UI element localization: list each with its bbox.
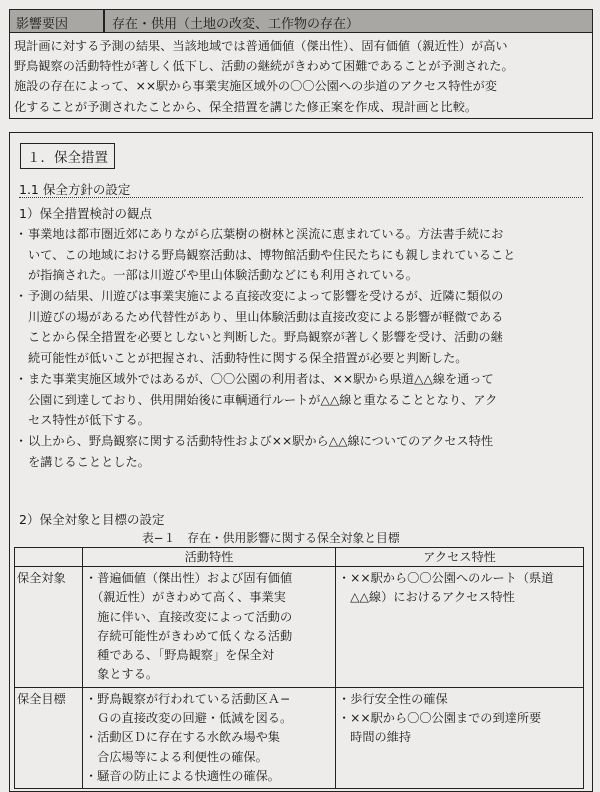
bullet-text: が指摘された。一部は川遊びや里山体験活動などにも利用されている。 xyxy=(28,268,418,283)
bullet-text: セス特性が低下する。 xyxy=(28,413,150,428)
description-line: 化することが予測されたことから、保全措置を講じた修正案を作成、現計画と比較。 xyxy=(14,99,478,114)
cell-line: △△線）におけるアクセス特性 xyxy=(338,590,515,605)
cell-line: 種である、「野鳥観察」を保全対 xyxy=(85,648,274,663)
description-line: 現計画に対する予測の結果、当該地域では普通価値（傑出性）、固有価値（親近性）が高い xyxy=(14,39,508,53)
dotted-divider xyxy=(19,197,583,198)
subsection-title: 2）保全対象と目標の設定 xyxy=(19,512,165,527)
impact-factor-value: 存在・供用（土地の改変、工作物の存在） xyxy=(112,17,360,32)
cell-line: ・歩行安全性の確保 xyxy=(338,691,448,706)
bullet-line xyxy=(15,327,586,348)
bullet-text: を講じることとした。 xyxy=(28,454,150,469)
table-caption: 表−１ 存在・供用影響に関する保全対象と目標 xyxy=(142,531,400,545)
table-header-cell: 活動特性 xyxy=(83,548,336,567)
bullet-text: 川遊びの場があるため代替性があり、里山体験活動は直接改変による影響が軽微である xyxy=(28,309,504,324)
bullet-text: 公園に到達しており、供用開始後に車輌通行ルートが△△線と重なることとなり、アク xyxy=(28,392,498,407)
bullet-line xyxy=(15,410,586,431)
cell-line: 合広場等による利便性の確保。 xyxy=(85,749,268,764)
bullet-text: また事業実施区域外ではあるが、〇〇公園の利用者は、××駅から県道△△線を通って xyxy=(28,371,494,386)
subsection-title: 1.1 保全方針の設定 xyxy=(19,182,131,197)
bullet-line xyxy=(15,369,586,390)
table-header-cell xyxy=(15,548,83,567)
bullet-line xyxy=(15,431,586,452)
bullet-line xyxy=(15,390,586,411)
bullet-line xyxy=(15,224,586,245)
subsection-title: 1）保全措置検討の観点 xyxy=(19,206,152,221)
bullet-line xyxy=(15,307,586,328)
cell-line: Ｇの直接改変の回避・低減を図る。 xyxy=(85,711,293,726)
cell-line: 象とする。 xyxy=(85,667,159,682)
bullet-line xyxy=(15,265,586,286)
conservation-target-table xyxy=(14,547,584,789)
bullet-line xyxy=(15,348,586,369)
bullet-text: 予測の結果、川遊びは事業実施による直接改変によって影響を受けるが、近隣に類似の xyxy=(28,289,504,304)
cell-line: 施に伴い、直接改変によって活動の xyxy=(85,609,293,624)
bullet-text: いて、この地域における野鳥観察活動は、博物館活動や住民たちにも親しまれていること xyxy=(28,247,516,262)
impact-factor-label: 影響要因 xyxy=(16,17,69,32)
section-title: １．保全措置 xyxy=(20,143,115,169)
table-header-cell: アクセス特性 xyxy=(336,548,584,567)
cell-line: ・××駅から〇〇公園へのルート（県道 xyxy=(338,571,554,585)
bullet-mark: ・ xyxy=(15,227,28,241)
description-line: 施設の存在によって、××駅から事業実施区域外の〇〇公園への歩道のアクセス特性が変 xyxy=(14,79,497,94)
cell-line: ・騒音の防止による快適性の確保。 xyxy=(85,768,280,783)
bullet-line xyxy=(15,286,586,307)
header-column-divider xyxy=(103,10,105,32)
cell-line: ・××駅から〇〇公園までの到達所要 xyxy=(338,711,542,726)
activity-cell xyxy=(83,567,335,687)
bullet-line xyxy=(15,245,586,266)
cell-line: ・野鳥観察が行われている活動区Ａ− xyxy=(85,691,291,706)
impact-factor-header-row xyxy=(10,10,592,33)
viewpoint-bullet-list xyxy=(15,224,586,472)
table-header-row xyxy=(15,548,584,567)
row-label: 保全対象 xyxy=(17,571,66,585)
bullet-text: 続可能性が低いことが把握され、活動特性に関する保全措置が必要と判断した。 xyxy=(28,351,468,366)
table-row xyxy=(15,567,584,688)
impact-factor-table xyxy=(9,9,593,119)
bullet-line xyxy=(15,452,586,473)
access-cell xyxy=(336,567,583,610)
bullet-text: 事業地は都市圏近郊にありながら広葉樹の樹林と渓流に恵まれている。方法書手続にお xyxy=(28,227,504,241)
cell-line: 時間の維持 xyxy=(338,730,412,745)
bullet-mark: ・ xyxy=(15,433,28,448)
bullet-mark: ・ xyxy=(15,289,28,304)
bullet-text: 以上から、野鳥観察に関する活動特性および××駅から△△線についてのアクセス特性 xyxy=(28,433,494,448)
impact-factor-description xyxy=(14,36,588,117)
cell-line: 存続可能性がきわめて低くなる活動 xyxy=(85,628,293,643)
cell-line: （親近性）がきわめて高く、事業実 xyxy=(85,590,286,605)
access-cell xyxy=(336,688,583,750)
bullet-text: ことから保全措置を必要としないと判断した。野鳥観察が著しく影響を受け、活動の継 xyxy=(28,330,503,345)
activity-cell xyxy=(83,688,335,788)
row-label: 保全目標 xyxy=(17,691,66,706)
cell-line: ・普遍価値（傑出性）および固有価値 xyxy=(85,571,293,585)
table-row xyxy=(15,687,584,788)
bullet-mark: ・ xyxy=(15,371,28,386)
conservation-measures-section xyxy=(9,132,593,792)
description-line: 野鳥観察の活動特性が著しく低下し、活動の継続がきわめて困難であることが予測された。 xyxy=(14,59,514,74)
cell-line: ・活動区Ｄに存在する水飲み場や集 xyxy=(85,730,280,745)
